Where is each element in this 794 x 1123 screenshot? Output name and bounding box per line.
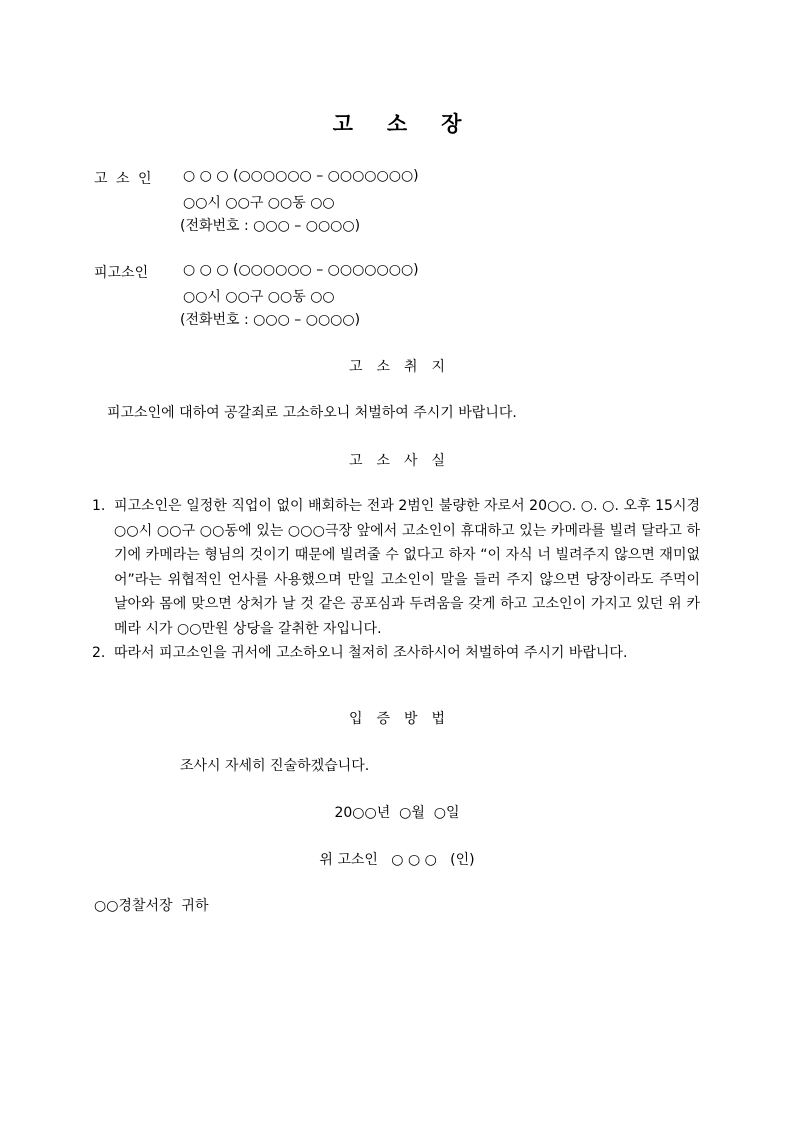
evidence-text: 조사시 자세히 진술하겠습니다. xyxy=(180,758,370,774)
complainant-label: 고 소 인 xyxy=(94,171,154,187)
signature-line: 위 고소인 ○ ○ ○ (인) xyxy=(319,852,475,868)
facts-item-text: 따라서 피고소인을 귀서에 고소하오니 철저히 조사하시어 처벌하여 주시기 바랍니다. xyxy=(114,645,628,661)
facts-item-2 xyxy=(92,641,700,666)
facts-item-number: 1. xyxy=(92,498,106,514)
defendant-name: ○ ○ ○ (○○○○○○ – ○○○○○○○) xyxy=(183,262,419,278)
defendant-phone: (전화번호 : ○○○ – ○○○○) xyxy=(180,312,361,328)
complainant-address: ○○시 ○○구 ○○동 ○○ xyxy=(183,195,335,211)
complainant-phone: (전화번호 : ○○○ – ○○○○) xyxy=(180,218,361,234)
facts-item-1 xyxy=(92,494,700,641)
defendant-address: ○○시 ○○구 ○○동 ○○ xyxy=(183,289,335,305)
facts-item-text: 피고소인은 일정한 직업이 없이 배회하는 전과 2범인 불량한 자로서 20○○. ○. ○. 오후 15시경 ○○시 ○○구 ○○동에 있는 ○○○극장 앞에서 고소인이 휴대하고 있는 카메라를 빌려 달라고 하기에 카메라는 형님의 것이기 때문에 빌려줄 수 없다고 하자 “이 자식 너 빌려주지 않으면 재미없어”라는 위협적인 언사를 사용했으며 만일 고소인이 말을 들러 주지 않으면 당장이라도 주먹이 날아와 몸에 맞으면 상처가 날 것 같은 공포심과 두려움을 갖게 하고 고소인이 가지고 있던 위 카메라 시가 ○○만원 상당을 갈취한 자입니다. xyxy=(114,498,700,637)
addressee: ○○경찰서장 귀하 xyxy=(94,898,209,914)
evidence-heading: 입증방법 xyxy=(348,711,460,727)
facts-heading: 고소사실 xyxy=(348,453,460,469)
purpose-text: 피고소인에 대하여 공갈죄로 고소하오니 처벌하여 주시기 바랍니다. xyxy=(107,405,517,421)
complainant-name: ○ ○ ○ (○○○○○○ – ○○○○○○○) xyxy=(183,168,419,184)
purpose-heading: 고소취지 xyxy=(348,359,460,375)
document-title: 고소장 xyxy=(332,112,496,136)
facts-item-number: 2. xyxy=(92,645,106,661)
filing-date: 20○○년 ○월 ○일 xyxy=(334,805,460,821)
defendant-label: 피고소인 xyxy=(94,265,149,281)
facts-list xyxy=(92,494,700,666)
